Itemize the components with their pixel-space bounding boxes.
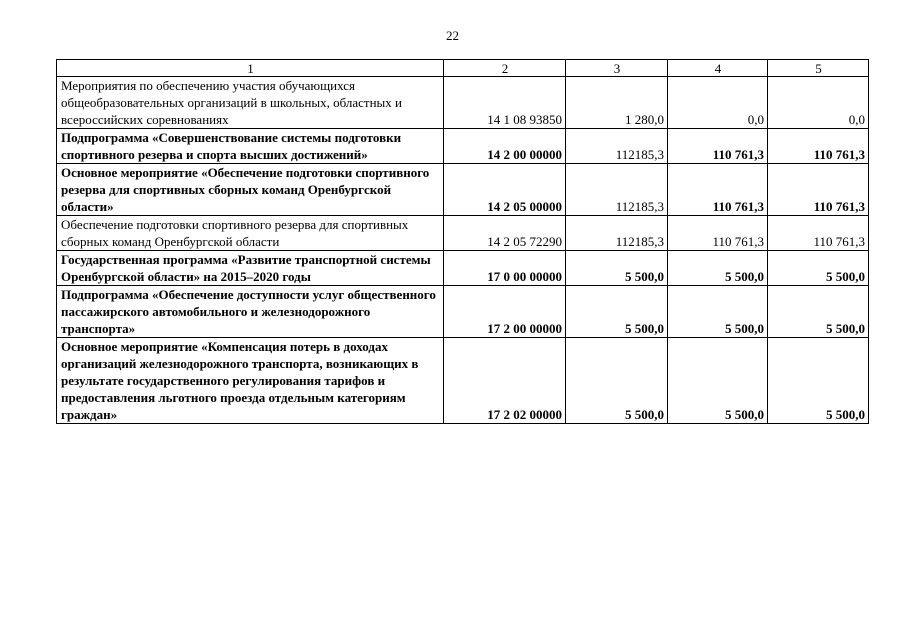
row-value-col5: 0,0 [768,77,869,129]
row-value-col4: 0,0 [668,77,768,129]
table-row [57,129,869,164]
row-value-col5: 110 761,3 [768,164,869,216]
row-value-col4: 5 500,0 [668,251,768,286]
row-value-col5: 110 761,3 [768,216,869,251]
row-value-col3: 5 500,0 [566,286,668,338]
row-value-col4: 5 500,0 [668,338,768,424]
row-value-col4: 110 761,3 [668,164,768,216]
table-row [57,338,869,424]
row-value-col5: 5 500,0 [768,286,869,338]
row-value-col4: 5 500,0 [668,286,768,338]
column-header-5: 5 [768,60,869,77]
budget-table [56,59,869,424]
row-code: 17 2 02 00000 [444,338,566,424]
row-value-col3: 5 500,0 [566,338,668,424]
row-name: Мероприятия по обеспечению участия обучающихся общеобразовательных организаций в школьных, областных и всероссийских соревнованиях [57,77,444,129]
row-code: 17 2 00 00000 [444,286,566,338]
row-value-col3: 112185,3 [566,129,668,164]
page-number: 22 [446,28,459,43]
row-value-col3: 112185,3 [566,164,668,216]
row-code: 14 1 08 93850 [444,77,566,129]
row-code: 14 2 05 72290 [444,216,566,251]
row-code: 17 0 00 00000 [444,251,566,286]
row-value-col3: 5 500,0 [566,251,668,286]
column-header-2: 2 [444,60,566,77]
row-value-col4: 110 761,3 [668,129,768,164]
table-row [57,286,869,338]
table-row [57,251,869,286]
row-name: Государственная программа «Развитие транспортной системы Оренбургской области» на 2015–2020 годы [57,251,444,286]
row-value-col5: 5 500,0 [768,338,869,424]
row-value-col5: 110 761,3 [768,129,869,164]
row-name: Основное мероприятие «Обеспечение подготовки спортивного резерва для спортивных сборных команд Оренбургской области» [57,164,444,216]
column-header-3: 3 [566,60,668,77]
row-value-col3: 1 280,0 [566,77,668,129]
row-name: Обеспечение подготовки спортивного резерва для спортивных сборных команд Оренбургской области [57,216,444,251]
column-header-1: 1 [57,60,444,77]
row-value-col4: 110 761,3 [668,216,768,251]
row-code: 14 2 00 00000 [444,129,566,164]
row-value-col3: 112185,3 [566,216,668,251]
table-row [57,216,869,251]
table-row [57,164,869,216]
table-header-row [57,60,869,77]
row-name: Основное мероприятие «Компенсация потерь в доходах организаций железнодорожного транспорта, возникающих в результате государственного регулирования тарифов и предоставления льготного проезда отдельным категориям граждан» [57,338,444,424]
row-value-col5: 5 500,0 [768,251,869,286]
column-header-4: 4 [668,60,768,77]
row-code: 14 2 05 00000 [444,164,566,216]
table-row [57,77,869,129]
row-name: Подпрограмма «Обеспечение доступности услуг общественного пассажирского автомобильного и железнодорожного транспорта» [57,286,444,338]
row-name: Подпрограмма «Совершенствование системы подготовки спортивного резерва и спорта высших достижений» [57,129,444,164]
